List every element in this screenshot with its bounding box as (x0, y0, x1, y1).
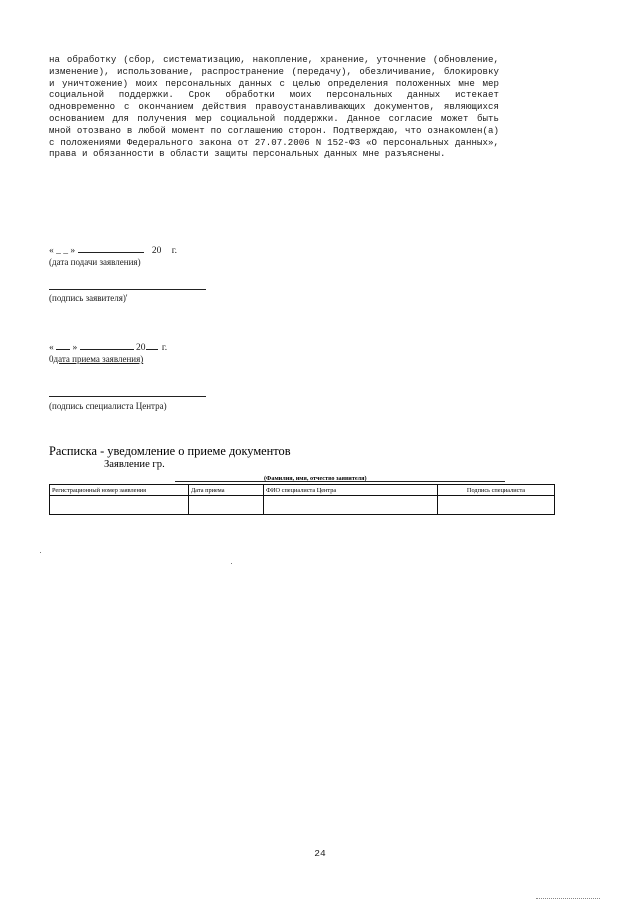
acceptance-year-suffix: г. (161, 343, 168, 353)
column-specialist-name: ФИО специалиста Центра (264, 485, 438, 496)
column-acceptance-date: Дата приема (189, 485, 264, 496)
submission-year-suffix: г. (171, 246, 177, 256)
column-registration-number: Регистрационный номер заявления (50, 485, 189, 496)
acceptance-caption-prefix: 0 (49, 354, 54, 364)
acceptance-year-prefix: 20 (136, 343, 146, 353)
specialist-signature-block (49, 400, 167, 411)
applicant-signature-caption: (подпись заявителя)' (49, 293, 128, 303)
cell-specialist-name[interactable] (264, 496, 438, 515)
acceptance-day-blank (56, 340, 70, 350)
scan-speck (231, 563, 232, 564)
cell-acceptance-date[interactable] (189, 496, 264, 515)
acceptance-date-caption: дата приема заявления) (53, 354, 144, 364)
receipt-title: Расписка - уведомление о приеме документов (49, 444, 291, 458)
applicant-signature-line (49, 289, 206, 290)
submission-close-quote: » (70, 246, 76, 256)
acceptance-month-blank (80, 340, 134, 350)
statement-label: Заявление гр. (104, 459, 165, 470)
page-number: 24 (314, 848, 326, 859)
consent-text-block: на обработку (сбор, систематизацию, накопление, хранение, уточнение (обновление, изменение), использование, распространение (передачу), обезличивание, блокировку и уничтожение) моих персональных данных с целью определения положенных мне мер социальной поддержки. Срок обработки моих персональных данных истекает одновременно с окончанием действия правоустанавливающих документов, являющихся основанием для получения мер социальной поддержки. Данное согласие может быть мной отозвано в любой момент по соглашению сторон. Подтверждаю, что ознакомлен(а) с положениями Федерального закона от 27.07.2006 N 152-ФЗ «О персональных данных», права и обязанности в области защиты персональных данных мне разъяснены. (49, 54, 499, 160)
acceptance-year-blank (146, 340, 158, 350)
receipt-table-row (50, 496, 555, 515)
cell-registration-number[interactable] (50, 496, 189, 515)
specialist-signature-caption: (подпись специалиста Центра) (49, 401, 167, 411)
submission-month-blank (78, 243, 144, 253)
scan-speck (40, 552, 41, 553)
receipt-table (49, 484, 555, 515)
acceptance-date-caption-row (49, 354, 167, 364)
submission-year-prefix: 20 (151, 246, 162, 256)
statement-line (104, 459, 165, 470)
column-specialist-signature: Подпись специалиста (438, 485, 555, 496)
submission-open-quote: « (49, 246, 54, 256)
submission-date-caption: (дата подачи заявления) (49, 257, 141, 267)
acceptance-date-block (49, 340, 167, 364)
applicant-signature-block (49, 292, 128, 303)
acceptance-close-quote: » (72, 343, 78, 353)
acceptance-open-quote: « (49, 343, 54, 353)
receipt-table-header-row (50, 485, 555, 496)
specialist-signature-line (49, 396, 206, 397)
submission-day-blank: _ _ (56, 246, 68, 256)
applicant-name-caption: (Фамилия, имя, отчество заявителя) (264, 475, 367, 482)
footer-mark (536, 898, 600, 899)
cell-specialist-signature[interactable] (438, 496, 555, 515)
submission-date-block (49, 243, 177, 267)
